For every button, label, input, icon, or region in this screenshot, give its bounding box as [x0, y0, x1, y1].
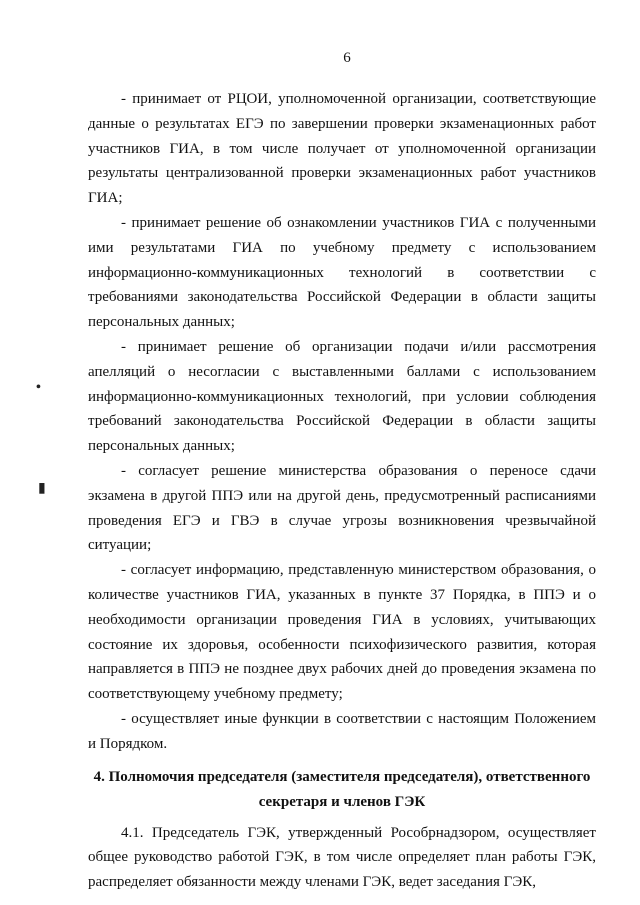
paragraph-exam-transfer: - согласует решение министерства образования о переносе сдачи экзамена в другой ППЭ или на другой день, предусмотренный расписаниями проведения ЕГЭ и ГВЭ в случае угрозы возникновения чрезвычайной ситуации; [88, 462, 596, 554]
paragraph-chairman-duties: 4.1. Председатель ГЭК, утвержденный Рособрнадзором, осуществляет общее руководство работой ГЭК, в том числе определяет план работы ГЭК, распределяет обязанности между членами ГЭК, ведет заседания ГЭК, [88, 824, 596, 891]
paragraph-familiarization-decision: - принимает решение об ознакомлении участников ГИА с полученными ими результатами ГИА по учебному предмету с использованием информационно-коммуникационных технологий в соответствии с требованиями законодательства Российской Федерации в области защиты персональных данных; [88, 214, 596, 331]
paragraph-participants-info: - согласует информацию, представленную министерством образования, о количестве участников ГИА, указанных в пункте 37 Порядка, в ППЭ и о необходимости организации проведения ГИА в условиях, учитывающих состояние их здоровья, особенности психофизического развития, которая направляется в ППЭ не позднее двух рабочих дней до проведения экзамена по соответствующему учебному предмету; [88, 562, 596, 703]
paragraph-other-functions: - осуществляет иные функции в соответствии с настоящим Положением и Порядком. [88, 710, 596, 752]
scan-artifact-mark: ▮ [38, 481, 46, 496]
paragraph-appeals-decision: - принимает решение об организации подачи и/или рассмотрения апелляций о несогласии с выставленными баллами с использованием информационно-коммуникационных технологий, при условии соблюдения требований законодательства Российской Федерации в области защиты персональных данных; [88, 338, 596, 455]
section-heading: 4. Полномочия председателя (заместителя председателя), ответственного секретаря и членов ГЭК [93, 768, 591, 810]
paragraph-rcoi-data: - принимает от РЦОИ, уполномоченной организации, соответствующие данные о результатах ЕГЭ по завершении проверки экзаменационных работ участников ГИА, в том числе получает от уполномоченной организации результаты централизованной проверки экзаменационных работ участников ГИА; [88, 91, 596, 207]
scan-artifact-mark: • [36, 380, 41, 395]
page-number: 6 [343, 50, 351, 66]
